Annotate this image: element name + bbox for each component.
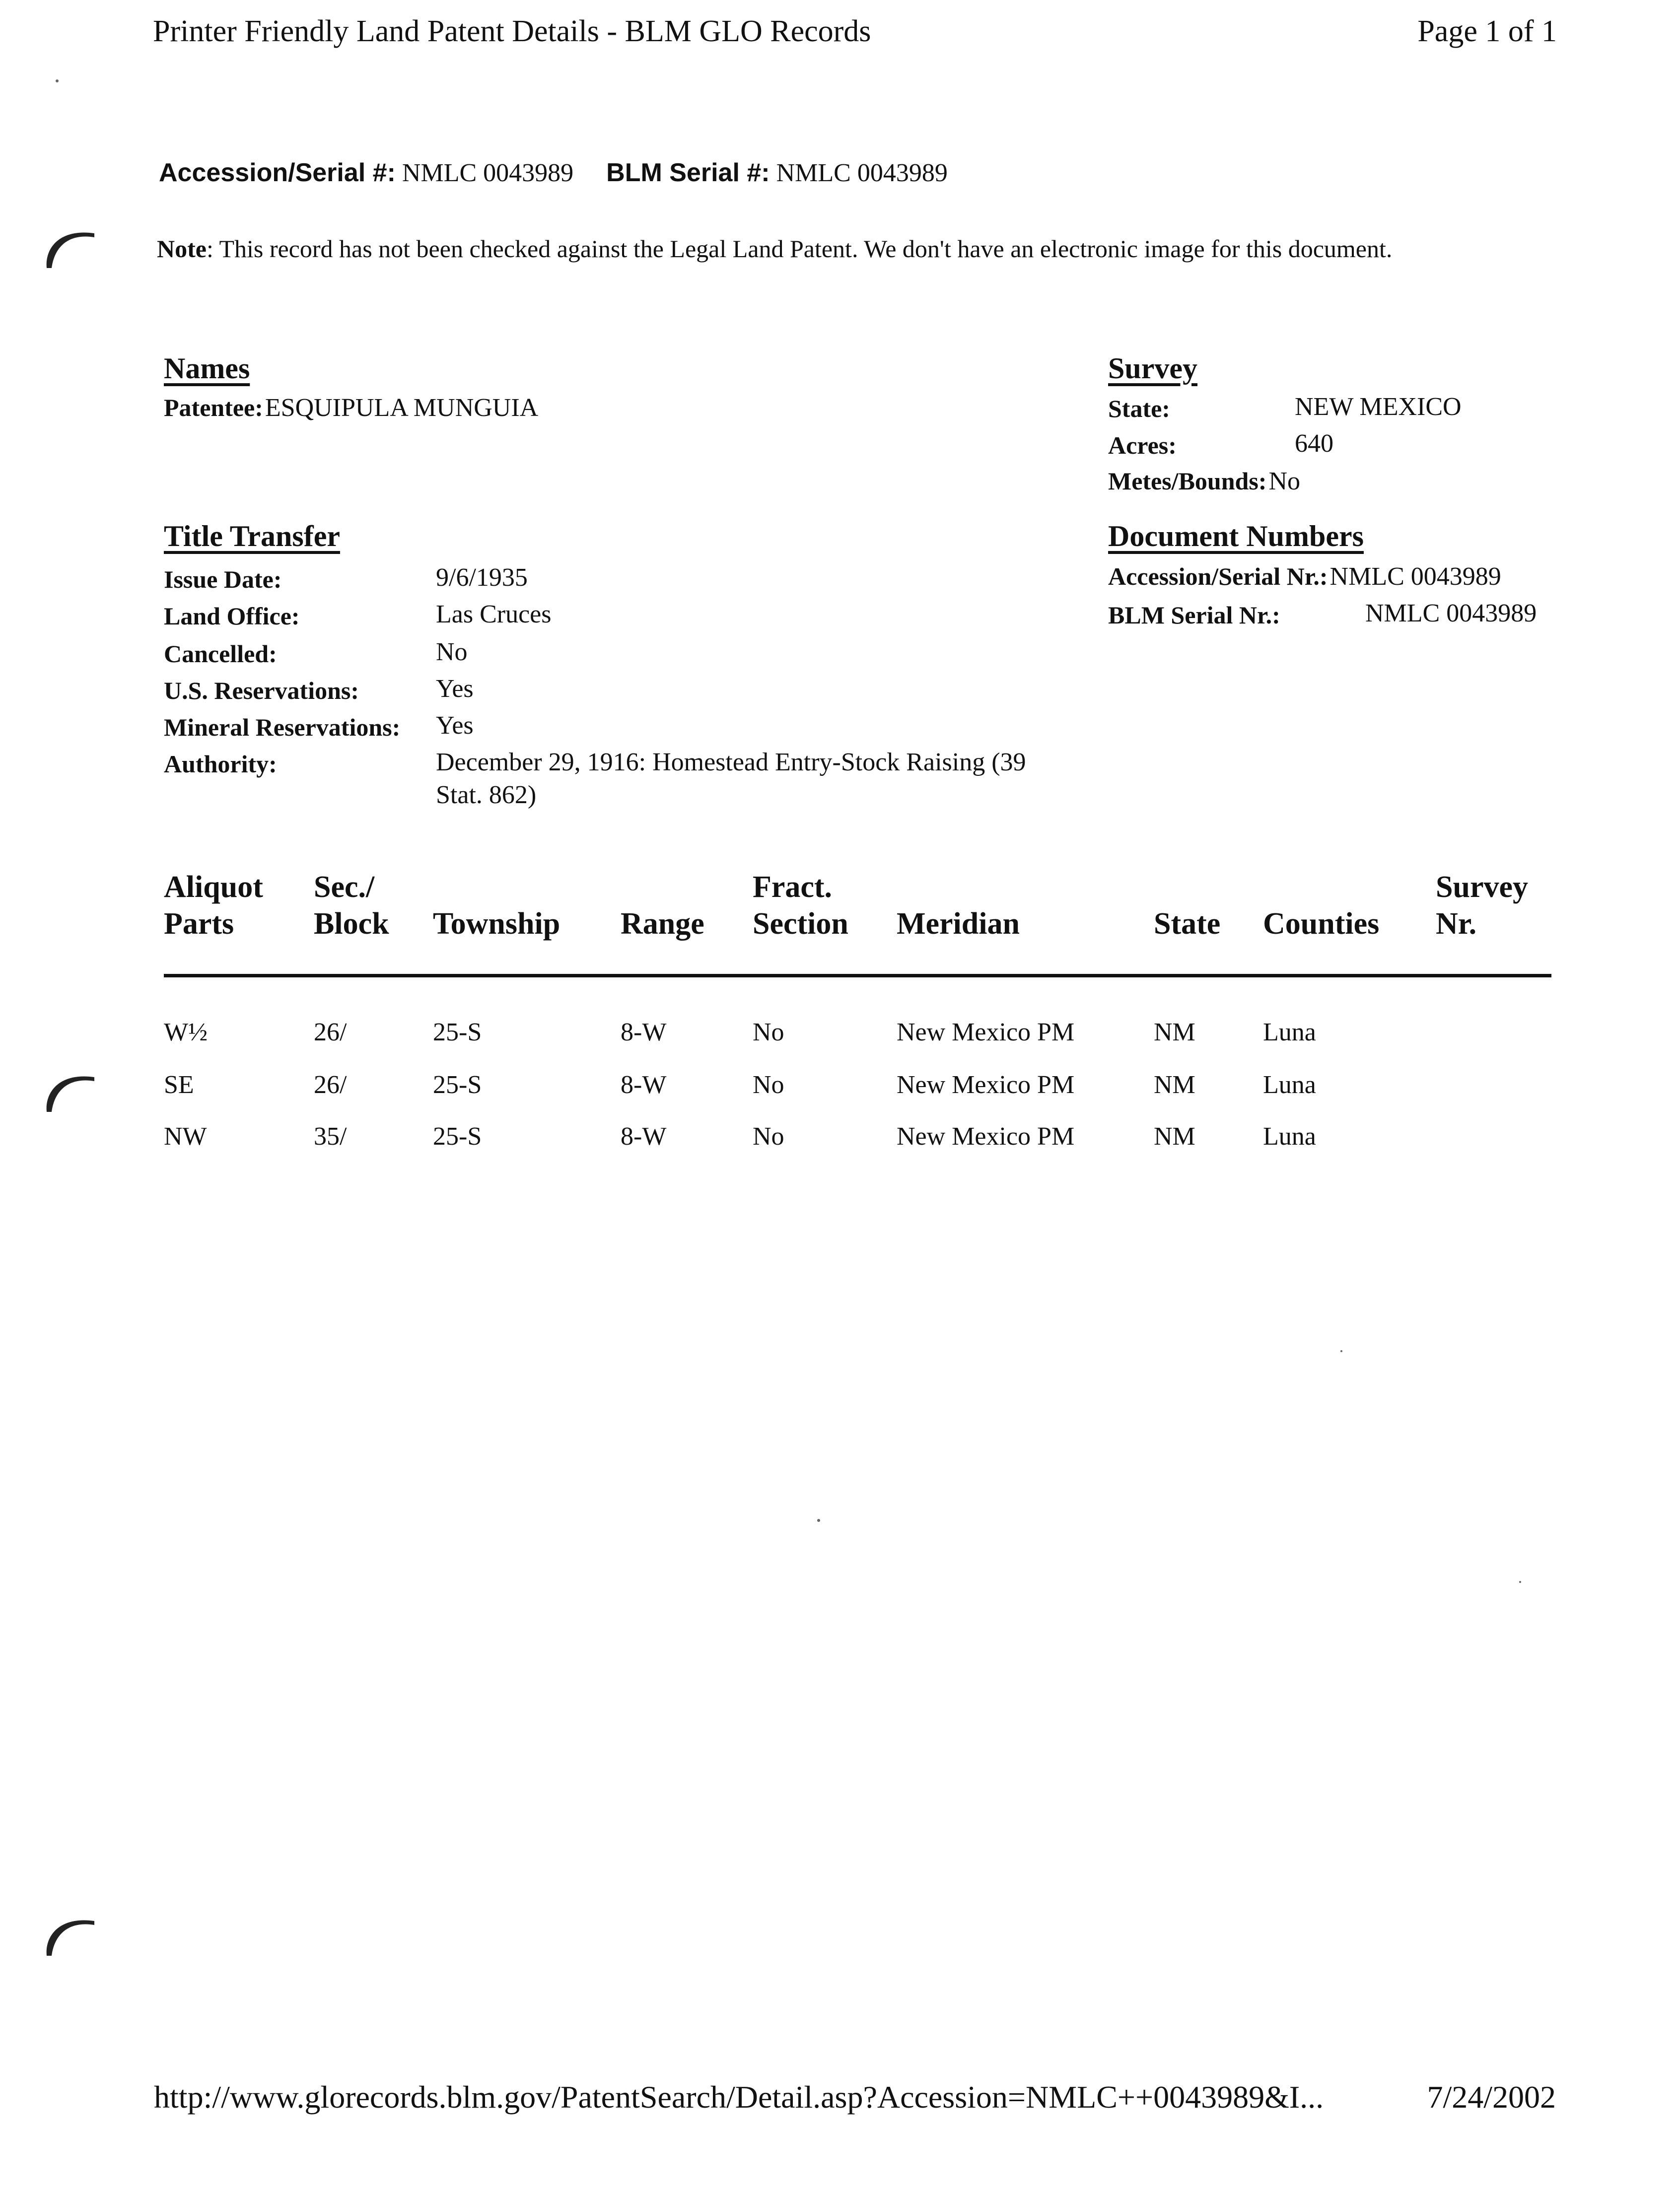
us-reservations-label: U.S. Reservations: [164, 677, 359, 704]
land-office-label: Land Office: [164, 602, 300, 630]
cell-range: 8-W [621, 1071, 667, 1099]
cancelled-value: No [436, 638, 468, 666]
cell-sec-block: 35/ [314, 1122, 347, 1151]
cell-meridian: New Mexico PM [897, 1018, 1075, 1046]
cell-state: NM [1154, 1071, 1195, 1099]
cell-meridian: New Mexico PM [897, 1122, 1075, 1151]
table-header-rule [164, 974, 1551, 977]
doc-accession-row [1108, 562, 1501, 591]
cell-fract-section: No [753, 1018, 784, 1046]
blm-serial-value: NMLC 0043989 [776, 159, 948, 187]
col-header-counties: Counties [1263, 907, 1380, 941]
binder-hole-mark [40, 1062, 104, 1117]
doc-blm-value: NMLC 0043989 [1365, 599, 1537, 627]
scan-speck [817, 1519, 820, 1522]
mineral-reservations-label: Mineral Reservations: [164, 713, 401, 741]
cell-state: NM [1154, 1018, 1195, 1046]
scan-speck [1519, 1581, 1521, 1583]
page-number: Page 1 of 1 [1417, 14, 1557, 48]
cell-sec-block: 26/ [314, 1018, 347, 1046]
cell-counties: Luna [1263, 1122, 1316, 1151]
col-header-range: Range [621, 907, 704, 941]
cell-township: 25-S [433, 1122, 482, 1151]
accession-label: Accession/Serial #: [159, 158, 396, 187]
binder-hole-mark [40, 1906, 104, 1961]
authority-label: Authority: [164, 750, 277, 778]
names-heading: Names [164, 352, 250, 385]
cell-fract-section: No [753, 1122, 784, 1151]
col-header-township: Township [433, 907, 560, 941]
cell-state: NM [1154, 1122, 1195, 1151]
authority-value-line2: Stat. 862) [436, 781, 537, 809]
col-header-aliquot: Aliquot Parts [164, 870, 263, 941]
survey-metes-value: No [1268, 467, 1301, 495]
col-header-sec-block: Sec./ Block [314, 870, 389, 941]
doc-accession-value: NMLC 0043989 [1330, 562, 1501, 591]
doc-blm-label: BLM Serial Nr.: [1108, 601, 1280, 629]
accession-line [159, 158, 948, 188]
survey-metes-row [1108, 467, 1300, 496]
cell-sec-block: 26/ [314, 1071, 347, 1099]
cell-meridian: New Mexico PM [897, 1071, 1075, 1099]
cell-range: 8-W [621, 1018, 667, 1046]
patentee-value: ESQUIPULA MUNGUIA [265, 394, 539, 422]
note-text: : This record has not been checked against the Legal Land Patent. We don't have an electronic image for this document. [206, 235, 1393, 263]
blm-serial-label: BLM Serial #: [606, 158, 770, 187]
land-office-value: Las Cruces [436, 600, 552, 628]
col-header-fract-section: Fract. Section [753, 870, 848, 941]
survey-acres-value: 640 [1295, 429, 1333, 458]
patentee-row [164, 393, 538, 422]
survey-state-label: State: [1108, 395, 1170, 422]
issue-date-value: 9/6/1935 [436, 563, 528, 592]
cell-township: 25-S [433, 1071, 482, 1099]
footer-date: 7/24/2002 [1427, 2079, 1556, 2115]
survey-acres-label: Acres: [1108, 431, 1177, 459]
accession-value: NMLC 0043989 [402, 159, 574, 187]
footer-url: http://www.glorecords.blm.gov/PatentSearch/Detail.asp?Accession=NMLC++0043989&I... [154, 2079, 1324, 2115]
note-label: Note [157, 235, 207, 263]
cell-aliquot: SE [164, 1071, 194, 1099]
document-numbers-heading: Document Numbers [1108, 520, 1364, 552]
scan-speck [1340, 1350, 1342, 1352]
cell-counties: Luna [1263, 1018, 1316, 1046]
cancelled-label: Cancelled: [164, 640, 277, 668]
cell-counties: Luna [1263, 1071, 1316, 1099]
cell-fract-section: No [753, 1071, 784, 1099]
col-header-survey-nr: Survey Nr. [1436, 870, 1528, 941]
scan-speck [56, 79, 59, 82]
page-header-title: Printer Friendly Land Patent Details - BLM GLO Records [153, 14, 871, 48]
survey-heading: Survey [1108, 352, 1197, 385]
authority-value: December 29, 1916: Homestead Entry-Stock Raising (39 [436, 748, 1026, 776]
us-reservations-value: Yes [436, 675, 474, 703]
binder-hole-mark [40, 218, 104, 273]
issue-date-label: Issue Date: [164, 565, 282, 593]
mineral-reservations-value: Yes [436, 711, 474, 740]
doc-accession-label: Accession/Serial Nr.: [1108, 562, 1328, 590]
patentee-label: Patentee: [164, 394, 263, 421]
cell-township: 25-S [433, 1018, 482, 1046]
col-header-meridian: Meridian [897, 907, 1020, 941]
cell-aliquot: NW [164, 1122, 207, 1151]
survey-state-value: NEW MEXICO [1295, 393, 1462, 421]
survey-metes-label: Metes/Bounds: [1108, 467, 1267, 495]
col-header-state: State [1154, 907, 1221, 941]
note-line [157, 234, 1392, 263]
cell-aliquot: W½ [164, 1018, 208, 1046]
title-transfer-heading: Title Transfer [164, 520, 340, 552]
cell-range: 8-W [621, 1122, 667, 1151]
